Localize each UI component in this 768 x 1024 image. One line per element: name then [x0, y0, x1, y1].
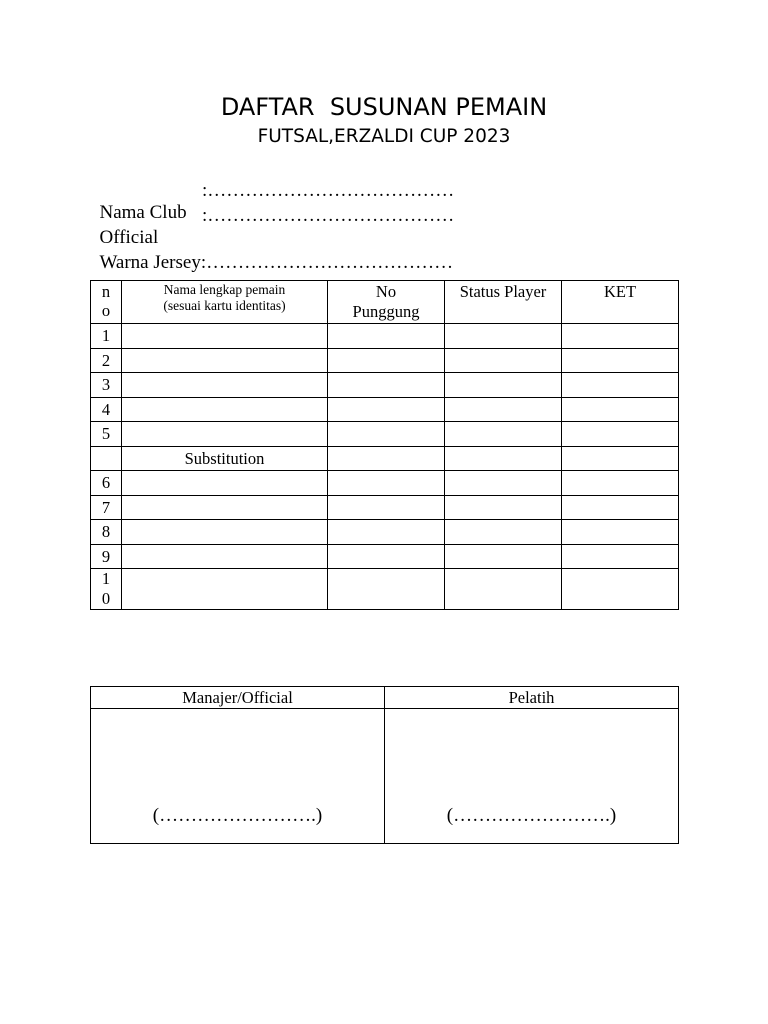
status-cell[interactable]	[445, 324, 562, 349]
jersey-cell[interactable]	[328, 397, 445, 422]
header-no-line2: o	[101, 301, 111, 320]
jersey-cell[interactable]	[328, 324, 445, 349]
name-cell[interactable]	[122, 324, 328, 349]
name-cell[interactable]	[122, 348, 328, 373]
ket-cell[interactable]	[562, 422, 679, 447]
manager-signature-line: (…………………….)	[152, 805, 323, 826]
table-row	[91, 495, 679, 520]
coach-label: Pelatih	[385, 687, 679, 709]
club-field[interactable]: :…………………………………	[202, 180, 455, 201]
row-number: 4	[91, 397, 122, 422]
header-jersey-line2: Punggung	[352, 302, 420, 321]
club-label: Nama Club	[99, 202, 187, 223]
row-number-line2: 0	[101, 589, 111, 608]
header-ket: KET	[562, 281, 679, 324]
status-cell[interactable]	[445, 348, 562, 373]
row-number: 5	[91, 422, 122, 447]
signature-header-row	[91, 687, 679, 709]
name-cell[interactable]	[122, 569, 328, 610]
header-name-line2: (sesuai kartu identitas)	[163, 298, 286, 313]
ket-cell[interactable]	[562, 544, 679, 569]
table-row	[91, 520, 679, 545]
row-number: 7	[91, 495, 122, 520]
status-cell[interactable]	[445, 544, 562, 569]
coach-signature-box[interactable]	[385, 709, 679, 844]
header-no	[91, 281, 122, 324]
page-subtitle: FUTSAL,ERZALDI CUP 2023	[257, 126, 511, 147]
row-number: 3	[91, 373, 122, 398]
header-no-line1: n	[101, 282, 111, 301]
status-cell[interactable]	[445, 569, 562, 610]
ket-cell[interactable]	[562, 324, 679, 349]
table-row	[91, 373, 679, 398]
jersey-color-label: Warna Jersey	[99, 252, 201, 273]
table-row	[91, 422, 679, 447]
row-number	[91, 569, 122, 610]
row-number: 2	[91, 348, 122, 373]
ket-cell[interactable]	[562, 495, 679, 520]
jersey-color-row	[90, 230, 453, 274]
row-number: 1	[91, 324, 122, 349]
player-list-table	[90, 280, 679, 610]
row-number: 8	[91, 520, 122, 545]
header-jersey-line1: No	[375, 282, 397, 301]
page-title: DAFTAR SUSUNAN PEMAIN	[220, 93, 548, 121]
signature-table	[90, 686, 679, 844]
header-jersey-number	[328, 281, 445, 324]
jersey-cell[interactable]	[328, 422, 445, 447]
name-cell[interactable]	[122, 520, 328, 545]
header-name-line1: Nama lengkap pemain	[163, 282, 286, 297]
name-cell[interactable]	[122, 471, 328, 496]
coach-signature-line: (…………………….)	[446, 805, 617, 826]
jersey-cell[interactable]	[328, 544, 445, 569]
table-row	[91, 544, 679, 569]
ket-cell[interactable]	[562, 373, 679, 398]
jersey-cell[interactable]	[328, 495, 445, 520]
name-cell[interactable]	[122, 422, 328, 447]
ket-cell[interactable]	[562, 569, 679, 610]
name-cell[interactable]	[122, 544, 328, 569]
ket-cell[interactable]	[562, 446, 679, 471]
jersey-cell[interactable]	[328, 569, 445, 610]
name-cell[interactable]	[122, 397, 328, 422]
status-cell[interactable]	[445, 495, 562, 520]
row-number-line1: 1	[101, 569, 111, 588]
row-number-empty	[91, 446, 122, 471]
header-full-name	[122, 281, 328, 324]
header-status-player: Status Player	[445, 281, 562, 324]
name-cell[interactable]	[122, 495, 328, 520]
table-header-row	[91, 281, 679, 324]
ket-cell[interactable]	[562, 348, 679, 373]
jersey-cell[interactable]	[328, 373, 445, 398]
substitution-row	[91, 446, 679, 471]
jersey-cell[interactable]	[328, 520, 445, 545]
jersey-cell[interactable]	[328, 471, 445, 496]
status-cell[interactable]	[445, 471, 562, 496]
row-number: 9	[91, 544, 122, 569]
jersey-cell[interactable]	[328, 446, 445, 471]
jersey-color-field[interactable]: :…………………………………	[200, 252, 454, 273]
official-field[interactable]: :…………………………………	[202, 205, 455, 226]
manager-signature-box[interactable]	[91, 709, 385, 844]
signature-body-row	[91, 709, 679, 844]
status-cell[interactable]	[445, 446, 562, 471]
table-row	[91, 569, 679, 610]
manager-label: Manajer/Official	[91, 687, 385, 709]
substitution-label: Substitution	[122, 446, 328, 471]
table-row	[91, 348, 679, 373]
status-cell[interactable]	[445, 422, 562, 447]
ket-cell[interactable]	[562, 471, 679, 496]
jersey-cell[interactable]	[328, 348, 445, 373]
name-cell[interactable]	[122, 373, 328, 398]
row-number: 6	[91, 471, 122, 496]
official-label: Official	[99, 227, 159, 248]
ket-cell[interactable]	[562, 520, 679, 545]
status-cell[interactable]	[445, 373, 562, 398]
status-cell[interactable]	[445, 397, 562, 422]
ket-cell[interactable]	[562, 397, 679, 422]
table-row	[91, 471, 679, 496]
table-row	[91, 324, 679, 349]
status-cell[interactable]	[445, 520, 562, 545]
table-row	[91, 397, 679, 422]
